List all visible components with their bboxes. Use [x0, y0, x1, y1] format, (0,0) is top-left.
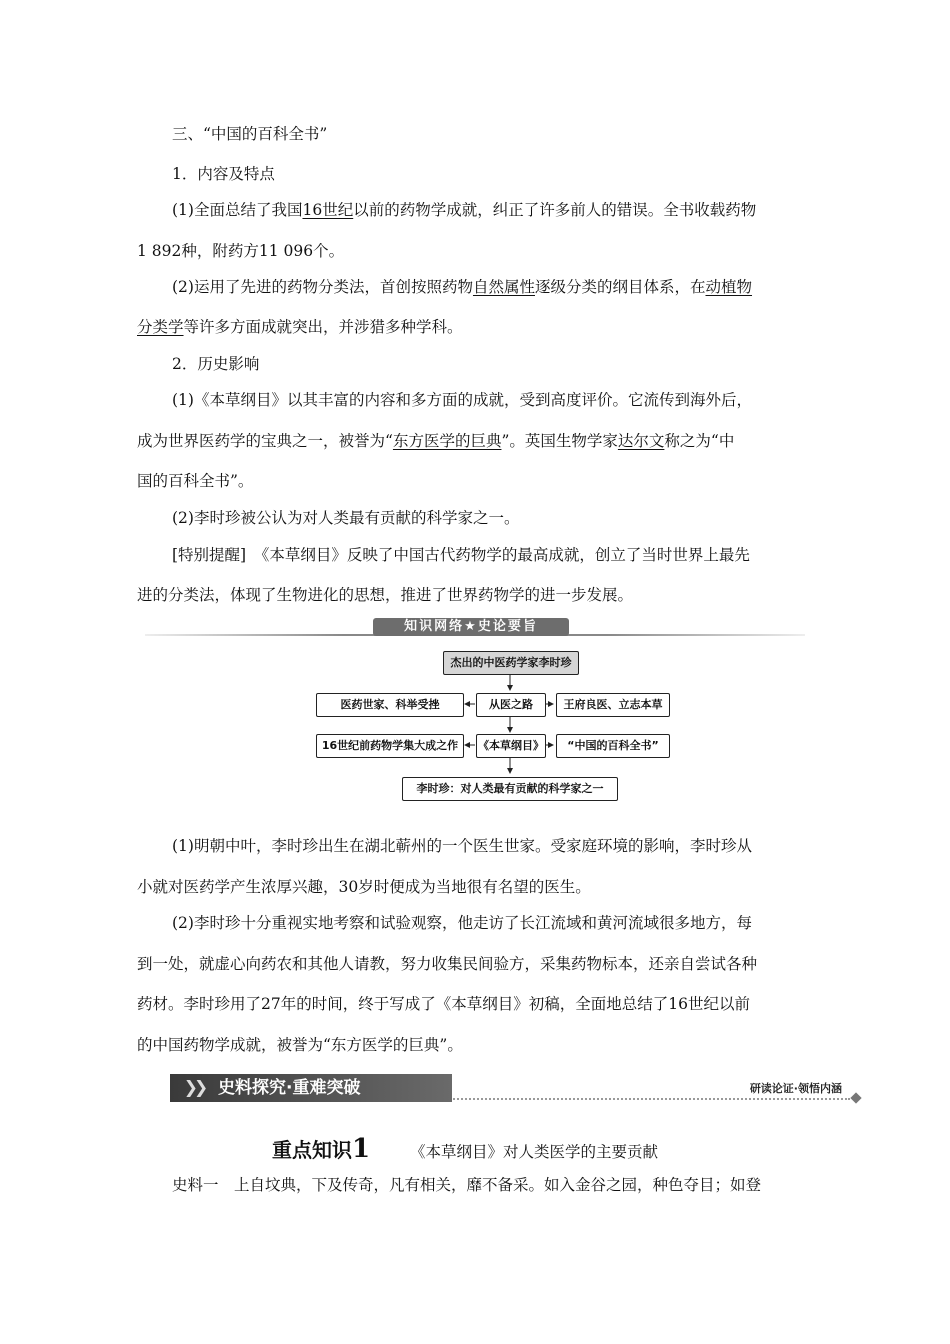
- explore-subtitle: 研读论证·领悟内涵: [749, 1082, 842, 1095]
- diagram-node-right1: 王府良医、立志本草: [556, 693, 670, 717]
- diagram-node-bottom: 李时珍：对人类最有贡献的科学家之一: [402, 777, 618, 801]
- key-point-label: 重点知识1: [272, 1134, 371, 1164]
- underlined-term: 达尔文: [617, 432, 665, 450]
- special-note-b: 进的分类法，体现了生物进化的思想，推进了世界药物学的进一步发展。: [137, 586, 634, 604]
- diagram-node-top: 杰出的中医药学家李时珍: [443, 651, 579, 675]
- diagram-node-center1: 从医之路: [476, 693, 546, 717]
- paragraph-3a: (1)《本草纲目》以其丰富的内容和多方面的成就，受到高度评价。它流传到海外后，: [172, 391, 752, 409]
- subheading-content: 1．内容及特点: [172, 165, 275, 183]
- explore-label: 史料探究·重难突破: [218, 1078, 361, 1098]
- paragraph-3c: 国的百科全书”。: [137, 472, 254, 490]
- special-note-a: [特别提醒] 《本草纲目》反映了中国古代药物学的最高成就，创立了当时世界上最先: [172, 546, 750, 564]
- paragraph-2a: (2)运用了先进的药物分类法，首创按照药物自然属性逐级分类的纲目体系，在动植物: [172, 278, 753, 296]
- material-one: 史料一 上自坟典，下及传奇，凡有相关，靡不备采。如入金谷之园，种色夺目；如登: [172, 1176, 762, 1194]
- key-point-number: 1: [352, 1134, 371, 1164]
- diagram-node-right2: “中国的百科全书”: [556, 734, 670, 758]
- section-heading: 三、“中国的百科全书”: [172, 125, 328, 143]
- summary-1a: (1)明朝中叶，李时珍出生在湖北蕲州的一个医生世家。受家庭环境的影响，李时珍从: [172, 837, 752, 855]
- banner-dotted-rule: [450, 1098, 850, 1100]
- summary-2b: 到一处，就虚心向药农和其他人请教，努力收集民间验方，采集药物标本，还亲自尝试各种: [137, 955, 758, 973]
- paragraph-1a: (1)全面总结了我国16世纪以前的药物学成就，纠正了许多前人的错误。全书收载药物: [172, 201, 757, 219]
- paragraph-4: (2)李时珍被公认为对人类最有贡献的科学家之一。: [172, 509, 520, 527]
- summary-2c: 药材。李时珍用了27年的时间，终于写成了《本草纲目》初稿，全面地总结了16世纪以前: [137, 995, 750, 1013]
- key-point-title: 《本草纲目》对人类医学的主要贡献: [410, 1143, 659, 1161]
- chevron-icon: ❯❯: [183, 1078, 205, 1098]
- banner-label: 知识网络★史论要旨: [373, 618, 569, 636]
- paragraph-2b: 分类学等许多方面成就突出，并涉猎多种学科。: [137, 318, 463, 336]
- paragraph-1b: 1 892种，附药方11 096个。: [137, 242, 345, 260]
- subheading-influence: 2．历史影响: [172, 355, 260, 373]
- underlined-term: 动植物: [705, 278, 753, 296]
- diamond-icon: [850, 1092, 861, 1103]
- paragraph-3b: 成为世界医药学的宝典之一，被誉为“东方医学的巨典”。英国生物学家达尔文称之为“中: [137, 432, 735, 450]
- underlined-term: 东方医学的巨典: [392, 432, 502, 450]
- explore-tab: [170, 1074, 452, 1102]
- explore-banner: [170, 1074, 860, 1104]
- summary-2a: (2)李时珍十分重视实地考察和试验观察，他走访了长江流域和黄河流域很多地方，每: [172, 914, 752, 932]
- summary-1b: 小就对医药学产生浓厚兴趣，30岁时便成为当地很有名望的医生。: [137, 878, 591, 896]
- diagram-node-center2: 《本草纲目》: [476, 734, 546, 758]
- underlined-term: 自然属性: [472, 278, 535, 296]
- underlined-term: 分类学: [137, 318, 184, 336]
- diagram-node-left1: 医药世家、科举受挫: [316, 693, 464, 717]
- summary-2d: 的中国药物学成就，被誉为“东方医学的巨典”。: [137, 1036, 463, 1054]
- diagram-node-left2: 16世纪前药物学集大成之作: [316, 734, 464, 758]
- underlined-term: 16世纪: [302, 201, 354, 219]
